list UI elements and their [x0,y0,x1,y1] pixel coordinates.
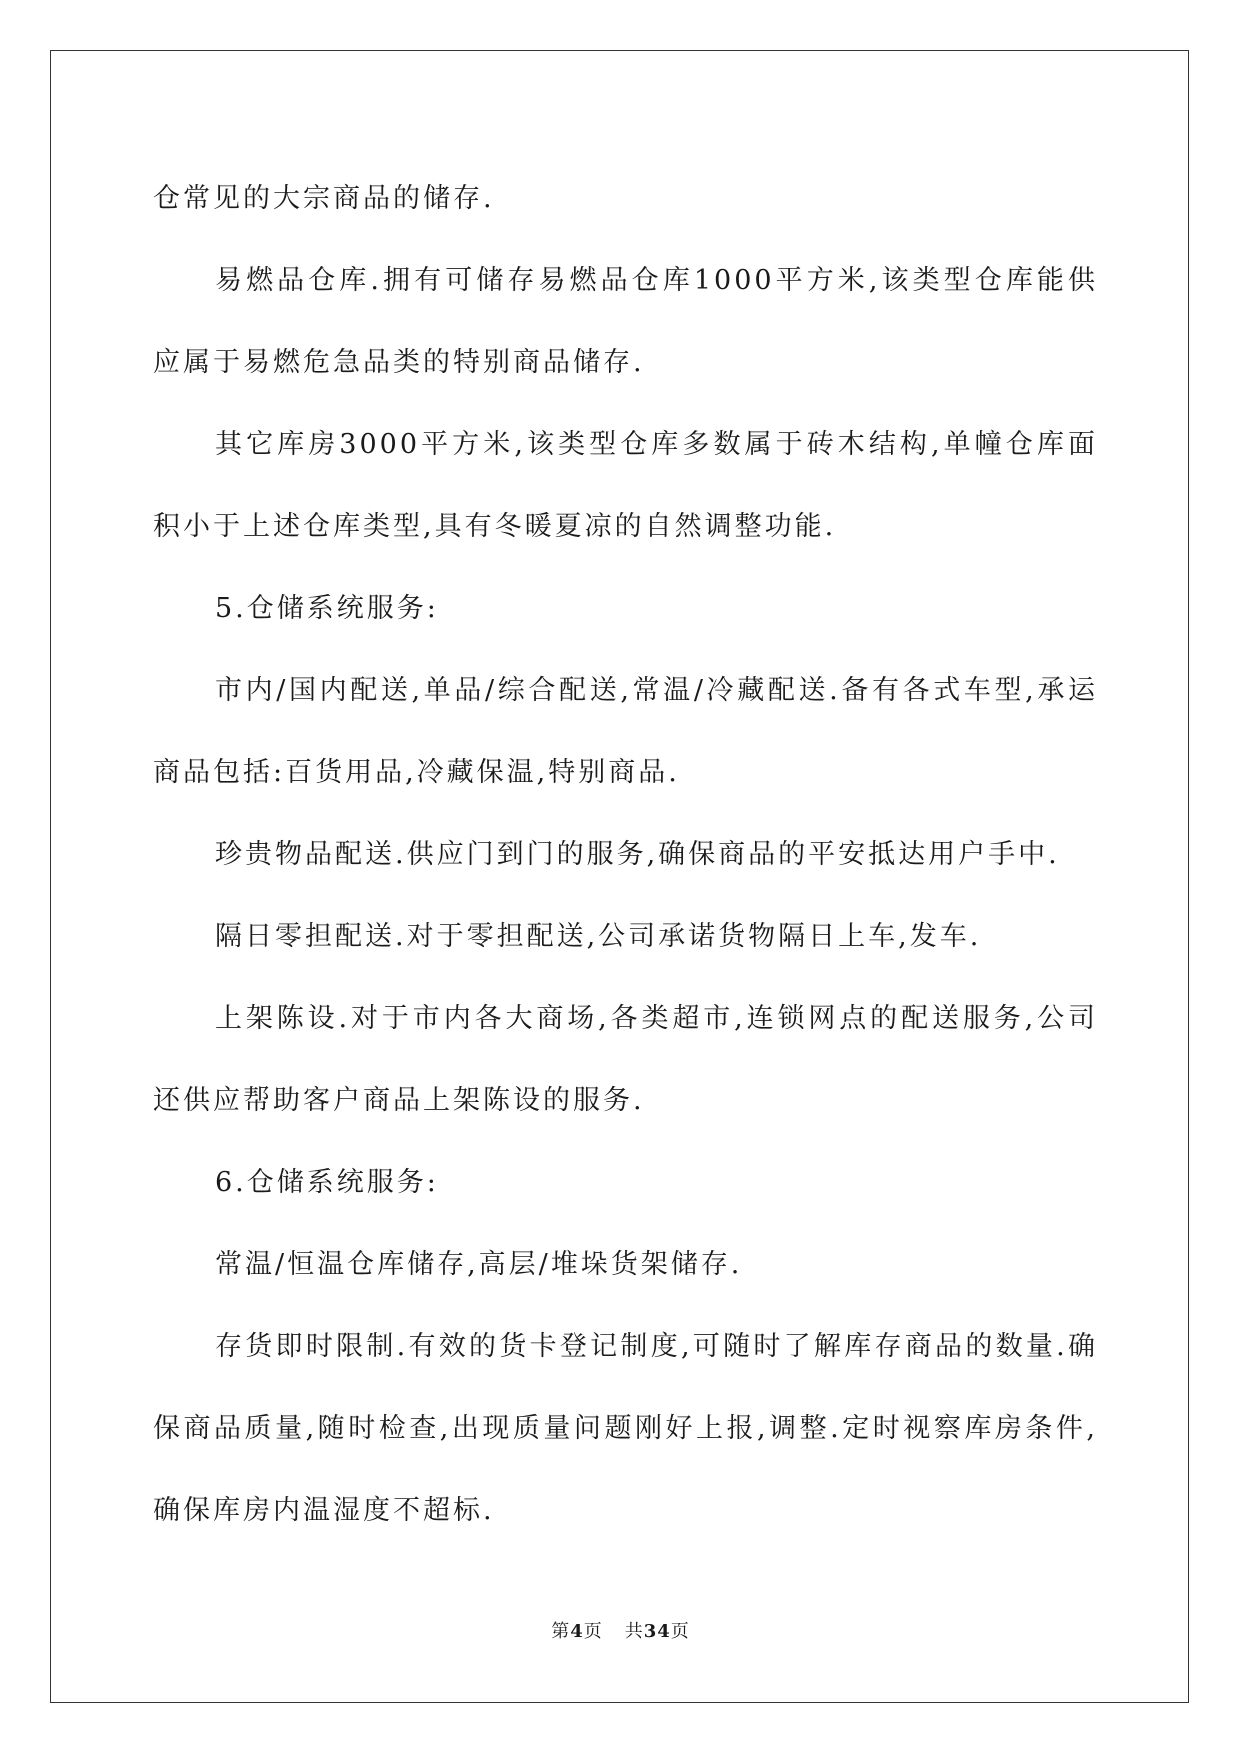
footer-page-number: 4 [570,1621,584,1642]
paragraph: 存货即时限制.有效的货卡登记制度,可随时了解库存商品的数量.确保商品质量,随时检查,出现质量问题刚好上报,调整.定时视察库房条件,确保库房内温湿度不超标. [153,1331,1098,1526]
paragraph: 易燃品仓库.拥有可储存易燃品仓库1000平方米,该类型仓库能供应属于易燃危急品类的特别商品储存. [153,265,1098,378]
document-body [153,158,1098,1552]
footer-total-suffix: 页 [670,1621,690,1642]
paragraph: 市内/国内配送,单品/综合配送,常温/冷藏配送.备有各式车型,承运商品包括:百货用品,冷藏保温,特别商品. [153,675,1098,788]
footer-page-prefix: 第 [551,1621,571,1642]
paragraph: 隔日零担配送.对于零担配送,公司承诺货物隔日上车,发车. [215,921,982,952]
section-heading: 5.仓储系统服务: [215,593,439,624]
footer-total-prefix: 共 [624,1621,644,1642]
page-footer [0,1617,1241,1643]
paragraph: 常温/恒温仓库储存,高层/堆垛货架储存. [215,1249,743,1280]
footer-page-suffix: 页 [583,1621,603,1642]
paragraph: 珍贵物品配送.供应门到门的服务,确保商品的平安抵达用户手中. [215,839,1060,870]
paragraph: 上架陈设.对于市内各大商场,各类超市,连锁网点的配送服务,公司还供应帮助客户商品上架陈设的服务. [153,1003,1098,1116]
paragraph: 其它库房3000平方米,该类型仓库多数属于砖木结构,单幢仓库面积小于上述仓库类型,具有冬暖夏凉的自然调整功能. [153,429,1098,542]
section-heading: 6.仓储系统服务: [215,1167,439,1198]
footer-total-pages: 34 [643,1621,671,1642]
paragraph: 仓常见的大宗商品的储存. [153,183,495,214]
